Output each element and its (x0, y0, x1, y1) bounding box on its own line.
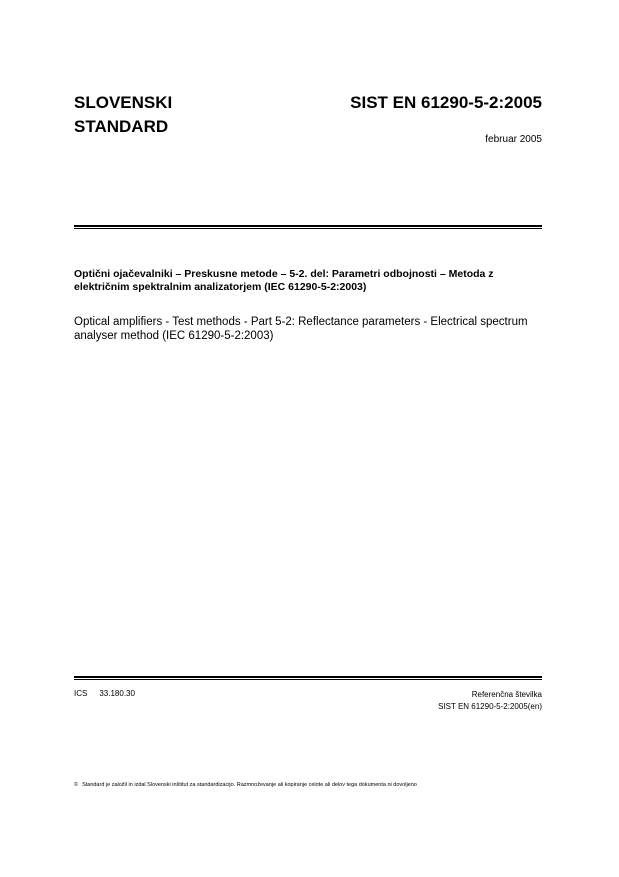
ics-code: 33.180.30 (99, 689, 135, 698)
top-divider (74, 225, 542, 229)
reference-block (438, 689, 542, 713)
standard-type-line2: STANDARD (74, 117, 169, 136)
standard-type-line1: SLOVENSKI (74, 93, 173, 112)
standard-number: SIST EN 61290-5-2:2005 (350, 93, 542, 112)
publication-date: februar 2005 (485, 134, 542, 145)
copyright-notice (74, 782, 417, 788)
title-english: Optical amplifiers - Test methods - Part 5-2: Reflectance parameters - Electrical spectrum analyser method (IEC 61290-5-2:2003) (74, 316, 528, 342)
copyright-text: Standard je založil in izdal Slovenski inštitut za standardizacijo. Razmnoževanje ali kopiranje celote ali delov tega dokumenta ni dovoljeno (82, 782, 417, 788)
reference-label: Referenčna številka (471, 690, 542, 699)
title-slovenian: Optični ojačevalniki – Preskusne metode – 5-2. del: Parametri odbojnosti – Metoda z električnim spektralnim analizatorjem (IEC 61290-5-2:2003) (74, 268, 494, 293)
bottom-divider (74, 676, 542, 680)
copyright-symbol: © (74, 782, 79, 788)
reference-number: SIST EN 61290-5-2:2005(en) (438, 702, 542, 711)
ics-label: ICS (74, 689, 88, 698)
ics-classification (74, 689, 135, 698)
standard-type-heading (74, 91, 172, 139)
